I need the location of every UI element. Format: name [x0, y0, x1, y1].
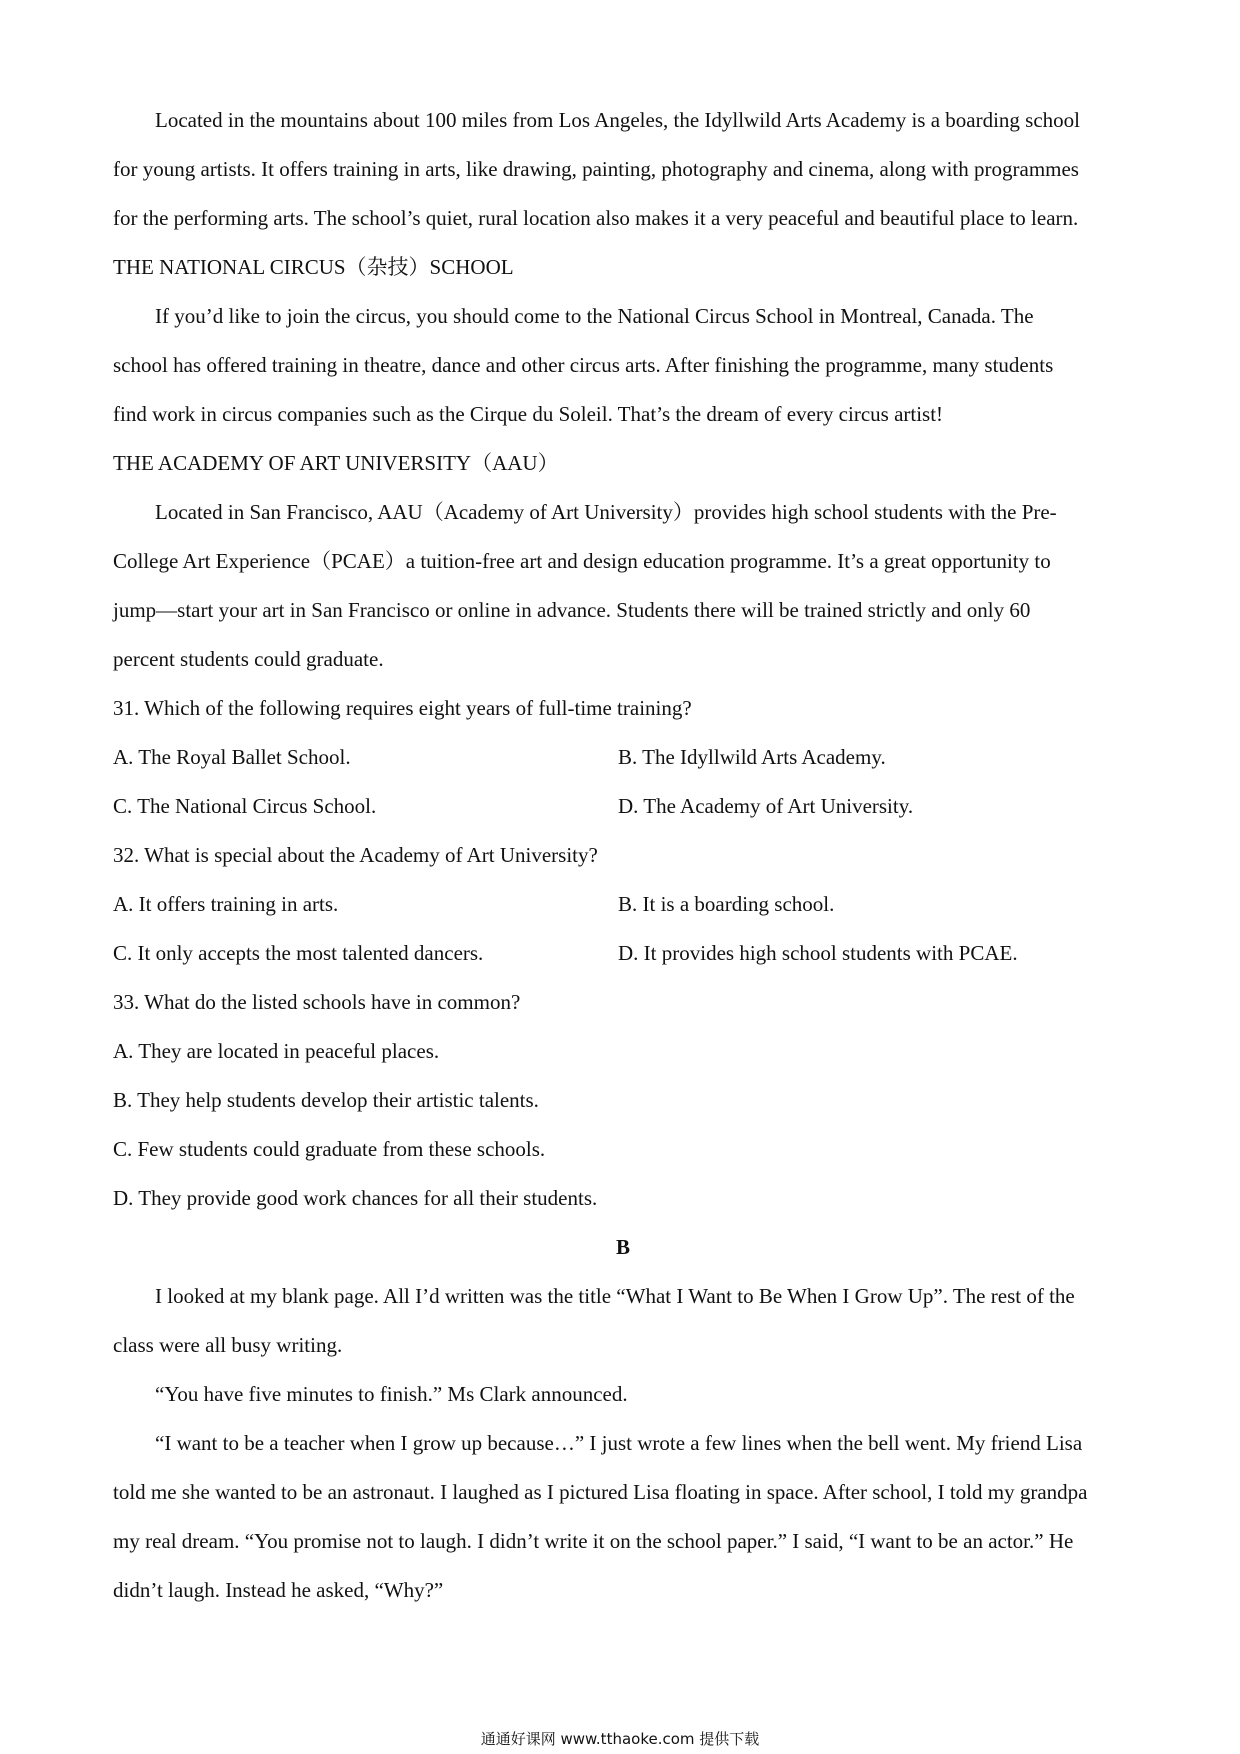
passage-line: for young artists. It offers training in arts, like drawing, painting, photography and cinema, along with programmes — [113, 157, 1079, 181]
question-32-options-row-2 — [113, 929, 1133, 978]
passage-line: didn’t laugh. Instead he asked, “Why?” — [113, 1578, 444, 1602]
passage-line: I looked at my blank page. All I’d written was the title “What I Want to Be When I Grow Up”. The rest of the — [155, 1284, 1075, 1308]
passage-line: percent students could graduate. — [113, 647, 384, 671]
document-page — [113, 96, 1133, 1615]
question-32-option-a: A. It offers training in arts. — [113, 892, 339, 916]
question-31-stem: 31. Which of the following requires eight years of full-time training? — [113, 696, 692, 720]
question-32-option-d: D. It provides high school students with PCAE. — [618, 941, 1018, 965]
passage-line: “You have five minutes to finish.” Ms Clark announced. — [155, 1382, 628, 1406]
question-33-option-c: C. Few students could graduate from these schools. — [113, 1137, 546, 1161]
question-32-option-b: B. It is a boarding school. — [618, 892, 835, 916]
question-31-options-row-1 — [113, 733, 1133, 782]
question-33-option-d: D. They provide good work chances for all their students. — [113, 1186, 598, 1210]
passage-line: class were all busy writing. — [113, 1333, 343, 1357]
passage-line: jump—start your art in San Francisco or online in advance. Students there will be trained strictly and only 60 — [113, 598, 1031, 622]
question-32-options-row-1 — [113, 880, 1133, 929]
section-heading-aau: THE ACADEMY OF ART UNIVERSITY（AAU） — [113, 451, 559, 475]
passage-line: my real dream. “You promise not to laugh. I didn’t write it on the school paper.” I said, “I want to be an actor.” He — [113, 1529, 1074, 1553]
question-31-option-a: A. The Royal Ballet School. — [113, 745, 351, 769]
section-heading-circus: THE NATIONAL CIRCUS（杂技）SCHOOL — [113, 255, 514, 279]
question-32-option-c: C. It only accepts the most talented dancers. — [113, 941, 484, 965]
passage-line: for the performing arts. The school’s quiet, rural location also makes it a very peaceful and beautiful place to learn. — [113, 206, 1079, 230]
question-31-option-b: B. The Idyllwild Arts Academy. — [618, 745, 886, 769]
section-b-heading: B — [615, 1235, 630, 1259]
question-31-option-d: D. The Academy of Art University. — [618, 794, 914, 818]
passage-line: “I want to be a teacher when I grow up because…” I just wrote a few lines when the bell went. My friend Lisa — [155, 1431, 1083, 1455]
passage-line: told me she wanted to be an astronaut. I laughed as I pictured Lisa floating in space. After school, I told my grandpa — [113, 1480, 1088, 1504]
passage-line: find work in circus companies such as the Cirque du Soleil. That’s the dream of every circus artist! — [113, 402, 944, 426]
passage-line: school has offered training in theatre, dance and other circus arts. After finishing the programme, many students — [113, 353, 1054, 377]
passage-line: Located in San Francisco, AAU（Academy of Art University）provides high school students with the Pre- — [155, 500, 1057, 524]
question-33-stem: 33. What do the listed schools have in common? — [113, 990, 521, 1014]
passage-line: Located in the mountains about 100 miles from Los Angeles, the Idyllwild Arts Academy is a boarding school — [155, 108, 1081, 132]
passage-line: College Art Experience（PCAE）a tuition-free art and design education programme. It’s a great opportunity to — [113, 549, 1051, 573]
question-31-options-row-2 — [113, 782, 1133, 831]
question-32-stem: 32. What is special about the Academy of Art University? — [113, 843, 598, 867]
page-footer: 通通好课网 www.tthaoke.com 提供下载 — [480, 1730, 760, 1748]
question-33-option-a: A. They are located in peaceful places. — [113, 1039, 440, 1063]
question-33-option-b: B. They help students develop their artistic talents. — [113, 1088, 539, 1112]
question-31-option-c: C. The National Circus School. — [113, 794, 377, 818]
passage-line: If you’d like to join the circus, you should come to the National Circus School in Montreal, Canada. The — [155, 304, 1034, 328]
